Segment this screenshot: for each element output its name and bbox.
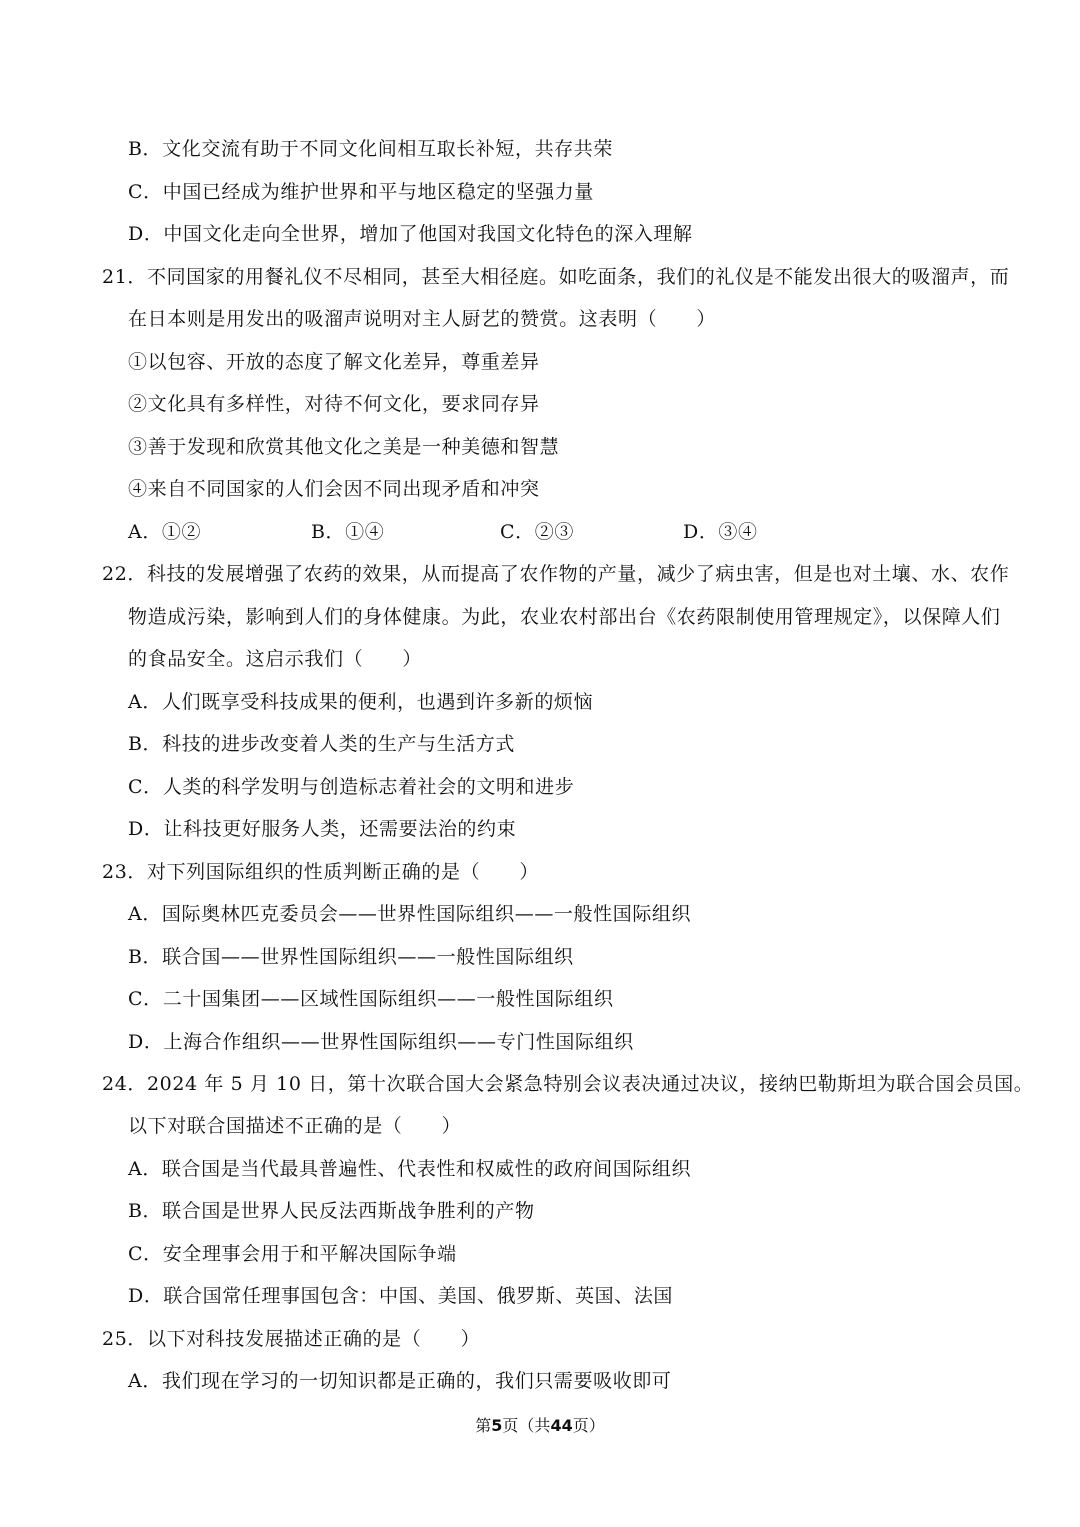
q23-option-a: A．国际奥林匹克委员会——世界性国际组织——一般性国际组织	[128, 903, 692, 925]
total-page-count: 44	[550, 1416, 573, 1435]
q22-stem-line1: 22．科技的发展增强了农药的效果，从而提高了农作物的产量，减少了病虫害，但是也对土壤、水、农作	[102, 563, 1010, 585]
q22-option-c: C．人类的科学发明与创造标志着社会的文明和进步	[128, 776, 575, 798]
q21-option-a: A．①②	[128, 521, 202, 543]
q21-option-b: B．①④	[311, 521, 385, 543]
q22-stem-line3: 的食品安全。这启示我们（ ）	[128, 648, 423, 670]
q23-option-c: C．二十国集团——区域性国际组织——一般性国际组织	[128, 988, 614, 1010]
q24-option-a: A．联合国是当代最具普遍性、代表性和权威性的政府间国际组织	[128, 1158, 692, 1180]
q21-option-d: D．③④	[683, 521, 758, 543]
q24-option-d: D．联合国常任理事国包含：中国、美国、俄罗斯、英国、法国	[128, 1285, 674, 1307]
footer-prefix: 第	[475, 1416, 492, 1435]
q21-stem-line1: 21．不同国家的用餐礼仪不尽相同，甚至大相径庭。如吃面条，我们的礼仪是不能发出很大的吸溜声，而	[102, 266, 1010, 288]
q22-option-b: B．科技的进步改变着人类的生产与生活方式	[128, 733, 515, 755]
q23-stem-line1: 23．对下列国际组织的性质判断正确的是（ ）	[102, 861, 539, 883]
q23-option-b: B．联合国——世界性国际组织——一般性国际组织	[128, 946, 574, 968]
q22-stem-line2: 物造成污染，影响到人们的身体健康。为此，农业农村部出台《农药限制使用管理规定》，以保障人们	[128, 606, 1001, 628]
footer-suffix: 页）	[572, 1416, 605, 1435]
q22-option-d: D．让科技更好服务人类，还需要法治的约束	[128, 818, 517, 840]
current-page-number: 5	[491, 1416, 503, 1435]
q21-statement-4: ④来自不同国家的人们会因不同出现矛盾和冲突	[128, 478, 540, 500]
q22-option-a: A．人们既享受科技成果的便利，也遇到许多新的烦恼	[128, 691, 594, 713]
q24-stem-line2: 以下对联合国描述不正确的是（ ）	[128, 1115, 462, 1137]
q21-stem-line2: 在日本则是用发出的吸溜声说明对主人厨艺的赞赏。这表明（ ）	[128, 308, 717, 330]
q24-option-c: C．安全理事会用于和平解决国际争端	[128, 1243, 457, 1265]
q20-option-d: D．中国文化走向全世界，增加了他国对我国文化特色的深入理解	[128, 223, 693, 245]
page-footer	[0, 1416, 1080, 1436]
q25-option-a: A．我们现在学习的一切知识都是正确的，我们只需要吸收即可	[128, 1370, 672, 1392]
q23-option-d: D．上海合作组织——世界性国际组织——专门性国际组织	[128, 1031, 634, 1053]
q21-option-c: C．②③	[500, 521, 574, 543]
q21-statement-3: ③善于发现和欣赏其他文化之美是一种美德和智慧	[128, 436, 560, 458]
q20-option-c: C．中国已经成为维护世界和平与地区稳定的坚强力量	[128, 181, 594, 203]
q21-statement-2: ②文化具有多样性，对待不何文化，要求同存异	[128, 393, 540, 415]
q24-option-b: B．联合国是世界人民反法西斯战争胜利的产物	[128, 1200, 535, 1222]
q24-stem-line1: 24．2024 年 5 月 10 日，第十次联合国大会紧急特别会议表决通过决议，接纳巴勒斯坦为联合国会员国。	[102, 1073, 1034, 1095]
q25-stem-line1: 25．以下对科技发展描述正确的是（ ）	[102, 1328, 481, 1350]
footer-middle: 页（共	[502, 1416, 551, 1435]
q20-option-b: B．文化交流有助于不同文化间相互取长补短，共存共荣	[128, 138, 613, 160]
q21-statement-1: ①以包容、开放的态度了解文化差异，尊重差异	[128, 351, 540, 373]
